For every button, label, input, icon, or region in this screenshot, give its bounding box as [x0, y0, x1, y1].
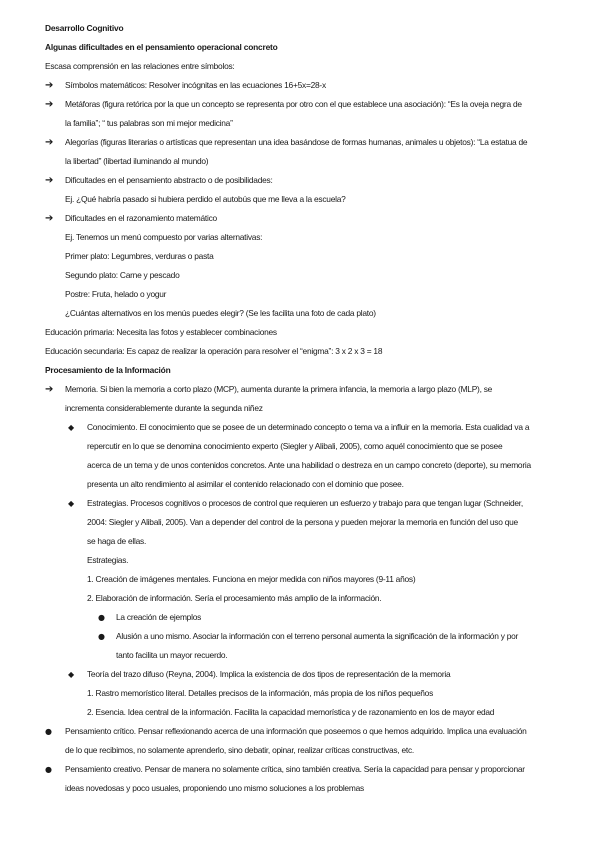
round-bullet-icon: ● — [98, 632, 105, 641]
list-item-continuation: 2. Esencia. Idea central de la información. Facilita la capacidad memorística y de razonamiento en los de mayor edad — [87, 707, 495, 717]
round-bullet-icon: ● — [98, 613, 105, 622]
list-item-continuation: Ej. Tenemos un menú compuesto por varias alternativas: — [65, 232, 263, 242]
diamond-bullet-icon: ◆ — [68, 499, 75, 508]
list-item-continuation: se haga de ellas. — [87, 536, 147, 546]
list-item: Símbolos matemáticos: Resolver incógnitas en las ecuaciones 16+5x=28-x — [65, 80, 326, 90]
paragraph: Educación secundaria: Es capaz de realizar la operación para resolver el “enigma”: 3 x 2 x 3 = 18 — [45, 346, 383, 356]
section-heading: Procesamiento de la Información — [45, 365, 171, 375]
round-bullet-icon: ● — [45, 765, 52, 774]
list-item-continuation: de lo que recibimos, no solamente aprenderlo, sino debatir, opinar, realizar críticas constructivas, etc. — [65, 745, 414, 755]
list-item-continuation: 1. Creación de imágenes mentales. Funciona en mejor medida con niños mayores (9-11 años) — [87, 574, 416, 584]
list-item-continuation: Postre: Fruta, helado o yogur — [65, 289, 167, 299]
arrow-bullet-icon: ➔ — [45, 175, 54, 186]
arrow-bullet-icon: ➔ — [45, 80, 54, 91]
list-item-continuation: Segundo plato: Carne y pescado — [65, 270, 180, 280]
list-item-continuation: presenta un alto rendimiento al asimilar el contenido relacionado con el dominio que posee. — [87, 479, 404, 489]
list-item-continuation: Primer plato: Legumbres, verduras o pasta — [65, 251, 214, 261]
list-item: Pensamiento creativo. Pensar de manera no solamente crítica, sino también creativa. Sería la capacidad para pensar y proporcionar — [65, 764, 525, 774]
list-item: Estrategias. Procesos cognitivos o procesos de control que requieren un esfuerzo y trabajo para que tengan lugar (Schneider, — [87, 498, 523, 508]
list-item: La creación de ejemplos — [116, 612, 202, 622]
list-item-continuation: ¿Cuántas alternativos en los menús puedes elegir? (Se les facilita una foto de cada plato) — [65, 308, 376, 318]
document-title: Desarrollo Cognitivo — [45, 23, 124, 33]
diamond-bullet-icon: ◆ — [68, 670, 75, 679]
list-item: Metáforas (figura retórica por la que un concepto se representa por otro con el que establece una asociación): “Es la oveja negra de — [65, 99, 522, 109]
list-item-continuation: Estrategias. — [87, 555, 129, 565]
list-item: Dificultades en el razonamiento matemático — [65, 213, 217, 223]
list-item-continuation: la familia”; “ tus palabras son mi mejor medicina” — [65, 118, 233, 128]
list-item: Alegorías (figuras literarias o artísticas que representan una idea basándose de formas humanas, animales u objetos): “La estatua de — [65, 137, 528, 147]
list-item: Pensamiento crítico. Pensar reflexionando acerca de una información que poseemos o que hemos adquirido. Implica una evaluación — [65, 726, 527, 736]
arrow-bullet-icon: ➔ — [45, 137, 54, 148]
list-item-continuation: tanto facilita un mayor recuerdo. — [116, 650, 228, 660]
section-heading: Algunas dificultades en el pensamiento operacional concreto — [45, 42, 278, 52]
arrow-bullet-icon: ➔ — [45, 384, 54, 395]
list-item-continuation: ideas novedosas y poco usuales, proponiendo uno mismo soluciones a los problemas — [65, 783, 364, 793]
list-item-continuation: acerca de un tema y de unos contenidos concretos. Ante una habilidad o destreza en un campo concreto (deporte), su memoria — [87, 460, 531, 470]
list-item-continuation: incrementa considerablemente durante la segunda niñez — [65, 403, 263, 413]
round-bullet-icon: ● — [45, 727, 52, 736]
list-item-continuation: la libertad” (libertad iluminando al mundo) — [65, 156, 209, 166]
list-item: Memoria. Si bien la memoria a corto plazo (MCP), aumenta durante la primera infancia, la memoria a largo plazo (MLP), se — [65, 384, 493, 394]
arrow-bullet-icon: ➔ — [45, 213, 54, 224]
diamond-bullet-icon: ◆ — [68, 423, 75, 432]
list-item: Teoría del trazo difuso (Reyna, 2004). Implica la existencia de dos tipos de representación de la memoria — [87, 669, 451, 679]
list-item: Conocimiento. El conocimiento que se posee de un determinado concepto o tema va a influir en la memoria. Esta cualidad va a — [87, 422, 530, 432]
list-item-continuation: Ej. ¿Qué habría pasado si hubiera perdido el autobús que me lleva a la escuela? — [65, 194, 346, 204]
list-item-continuation: 2. Elaboración de información. Sería el procesamiento más amplio de la información. — [87, 593, 382, 603]
arrow-bullet-icon: ➔ — [45, 99, 54, 110]
list-item-continuation: 1. Rastro memorístico literal. Detalles precisos de la información, más propia de los niños pequeños — [87, 688, 434, 698]
paragraph: Escasa comprensión en las relaciones entre símbolos: — [45, 61, 235, 71]
list-item-continuation: repercutir en lo que se denomina conocimiento experto (Siegler y Alibali, 2005), como aquél conocimiento que se posee — [87, 441, 503, 451]
paragraph: Educación primaria: Necesita las fotos y establecer combinaciones — [45, 327, 277, 337]
list-item-continuation: 2004: Siegler y Alibali, 2005). Van a depender del control de la persona y pueden mejorar la memoria en función del uso que — [87, 517, 518, 527]
list-item: Dificultades en el pensamiento abstracto o de posibilidades: — [65, 175, 273, 185]
list-item: Alusión a uno mismo. Asociar la información con el terreno personal aumenta la significación de la información y por — [116, 631, 519, 641]
